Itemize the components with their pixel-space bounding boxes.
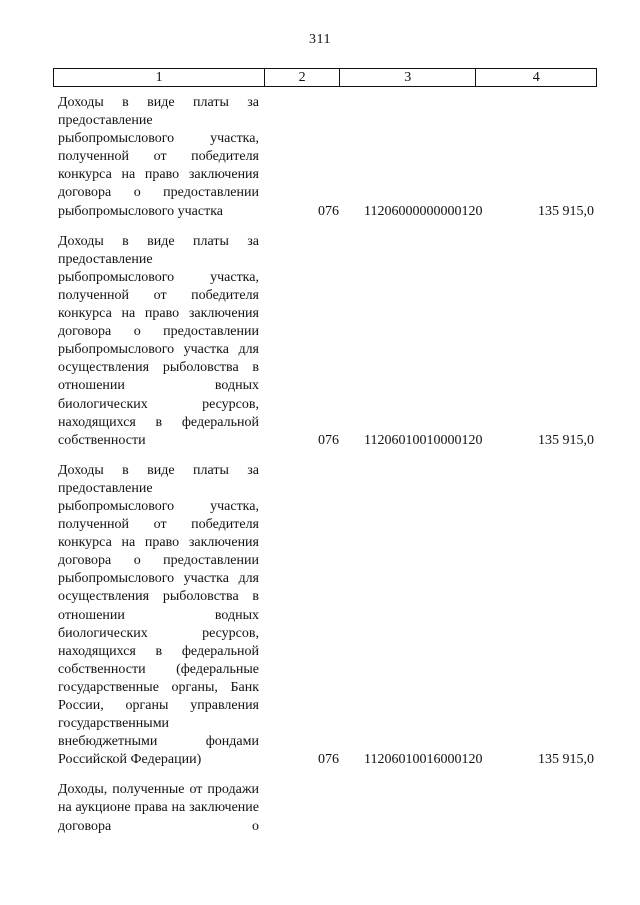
table-row <box>58 781 598 835</box>
row-description: Доходы в виде платы за предоставление рыбопромыслового участка, полученной от победителя конкурса на право заключения договора о предоставлении рыбопромыслового участка <box>58 95 259 219</box>
row-budget-code: 11206000000000120 <box>364 203 483 219</box>
column-header-1: 1 <box>54 69 265 86</box>
row-amount: 135 915,0 <box>538 752 594 768</box>
table-body <box>58 94 598 848</box>
table-header <box>53 68 597 87</box>
row-admin-code: 076 <box>318 203 339 219</box>
row-amount: 135 915,0 <box>538 203 594 219</box>
row-description: Доходы в виде платы за предоставление рыбопромыслового участка, полученной от победителя конкурса на право заключения договора о предоставлении рыбопромыслового участка для осуществления рыболовства в отношении водных биологических ресурсов, находящихся в федеральной собственности (федеральные государственные органы, Банк России, органы управления государственными внебюджетными фондами Российской Федерации) <box>58 462 259 768</box>
row-description: Доходы, полученные от продажи на аукционе права на заключение договора о <box>58 782 259 834</box>
row-admin-code: 076 <box>318 752 339 768</box>
table-row <box>58 94 598 221</box>
column-header-3: 3 <box>340 69 477 86</box>
row-budget-code: 11206010016000120 <box>364 752 483 768</box>
table-row <box>58 462 598 770</box>
column-header-4: 4 <box>532 70 540 85</box>
page-number: 311 <box>309 32 331 47</box>
table-row <box>58 233 598 450</box>
row-budget-code: 11206010010000120 <box>364 432 483 448</box>
row-description: Доходы в виде платы за предоставление рыбопромыслового участка, полученной от победителя конкурса на право заключения договора о предоставлении рыбопромыслового участка для осуществления рыболовства в отношении водных биологических ресурсов, находящихся в федеральной собственности <box>58 233 259 448</box>
column-header-2: 2 <box>265 69 340 86</box>
row-amount: 135 915,0 <box>538 432 594 448</box>
row-admin-code: 076 <box>318 432 339 448</box>
